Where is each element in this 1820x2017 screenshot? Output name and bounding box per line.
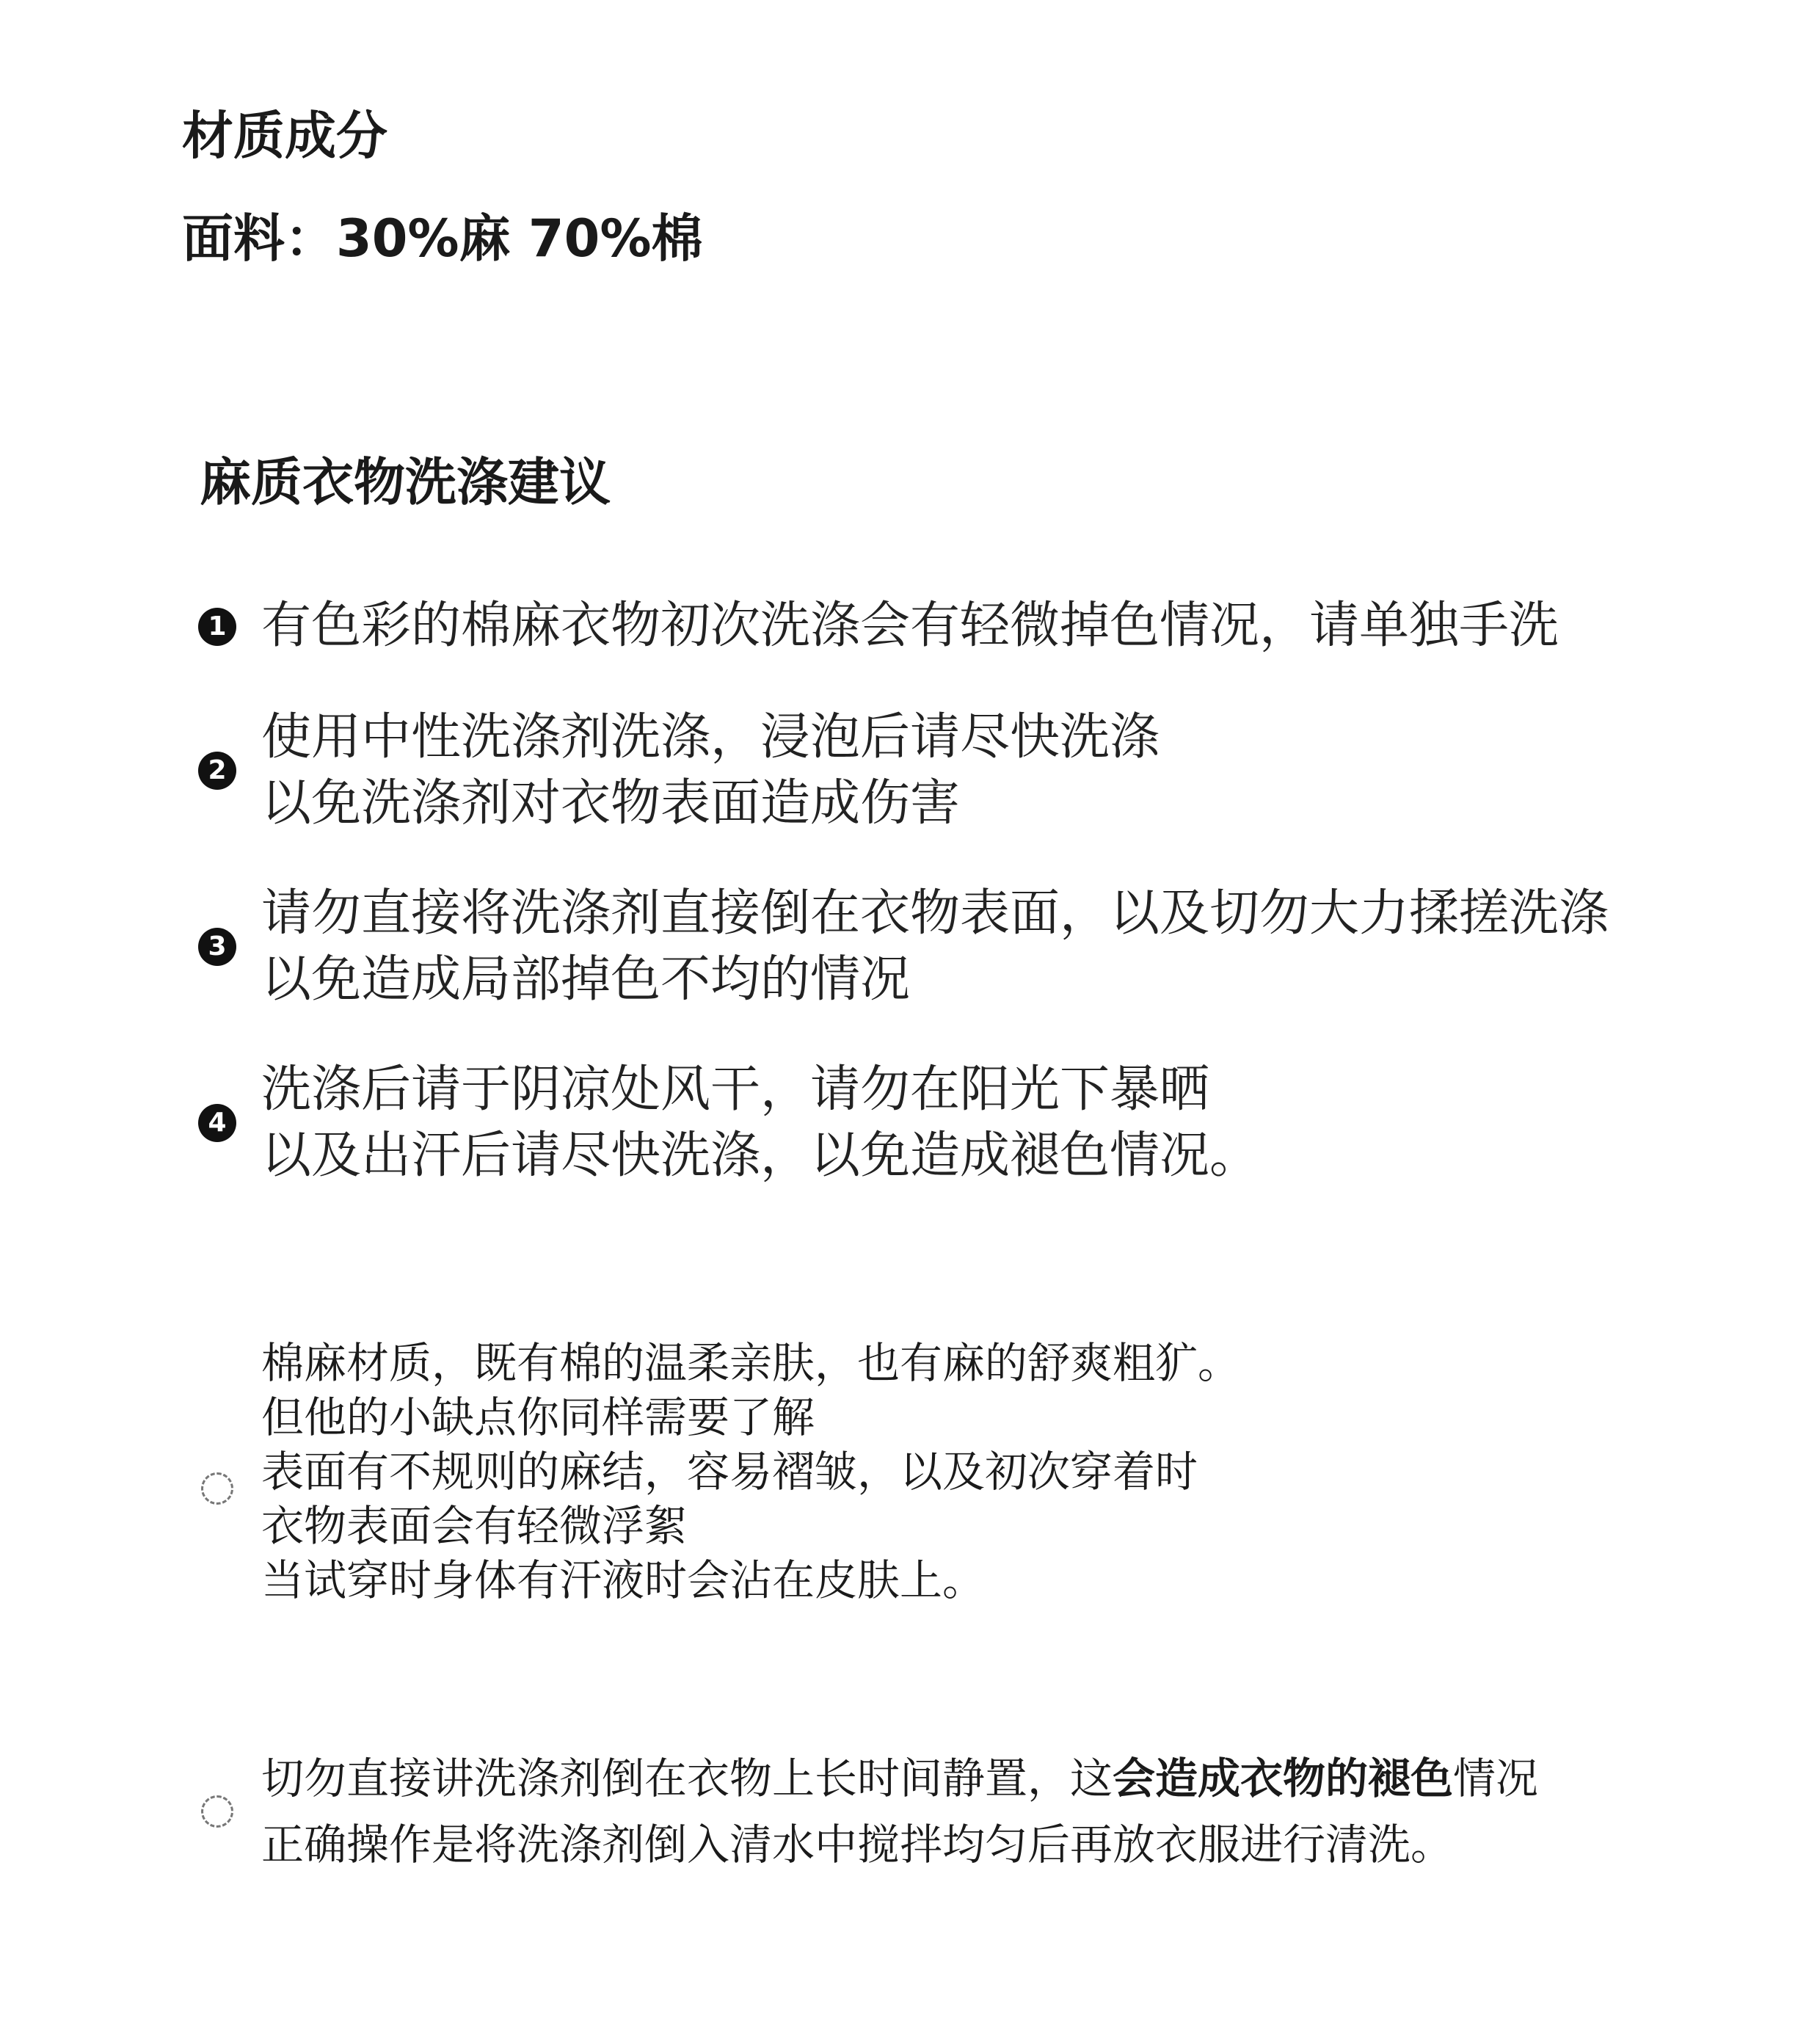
step-2-line-1: 使用中性洗涤剂洗涤，浸泡后请尽快洗涤 bbox=[261, 708, 1160, 766]
note-2-line-1-prefix: 切勿直接讲洗涤剂倒在衣物上长时间静置，这 bbox=[261, 1753, 1113, 1803]
wash-advice-title: 麻质衣物洗涤建议 bbox=[200, 452, 611, 512]
note-1-line-2: 但他的小缺点你同样需要了解 bbox=[261, 1392, 815, 1442]
step-4-number-icon: 4 bbox=[198, 1104, 236, 1142]
note-1-line-1: 棉麻材质，既有棉的温柔亲肤，也有麻的舒爽粗犷。 bbox=[261, 1338, 1241, 1388]
step-3-text bbox=[261, 881, 1609, 1013]
material-title: 材质成分 bbox=[182, 106, 387, 166]
step-1-line-1: 有色彩的棉麻衣物初次洗涤会有轻微掉色情况，请单独手洗 bbox=[261, 597, 1559, 655]
step-3-number-icon: 3 bbox=[198, 928, 236, 966]
dashed-circle-icon bbox=[201, 1472, 233, 1505]
step-4-text bbox=[261, 1057, 1259, 1189]
fabric-composition: 面料：30%麻 70%棉 bbox=[182, 208, 703, 269]
step-1-number-icon: 1 bbox=[198, 608, 236, 646]
dashed-circle-icon bbox=[201, 1795, 233, 1828]
note-2-line-1 bbox=[261, 1745, 1538, 1811]
note-1-line-4: 衣物表面会有轻微浮絮 bbox=[261, 1501, 688, 1551]
step-4-line-1: 洗涤后请于阴凉处风干，请勿在阳光下暴晒 bbox=[261, 1061, 1210, 1119]
note-2-line-2: 正确操作是将洗涤剂倒入清水中搅拌均匀后再放衣服进行清洗。 bbox=[261, 1820, 1454, 1869]
step-2-number-icon: 2 bbox=[198, 752, 236, 790]
step-4-line-2: 以及出汗后请尽快洗涤，以免造成褪色情况。 bbox=[261, 1127, 1260, 1185]
step-2-line-2: 以免洗涤剂对衣物表面造成伤害 bbox=[261, 774, 961, 832]
note-1-line-3: 表面有不规则的麻结，容易褶皱，以及初次穿着时 bbox=[261, 1447, 1198, 1497]
note-1-text bbox=[261, 1336, 1240, 1607]
step-3-line-2: 以免造成局部掉色不均的情况 bbox=[261, 951, 911, 1008]
step-2-text bbox=[261, 705, 1160, 837]
note-2-line-1-bold: 会造成衣物的褪色 bbox=[1113, 1753, 1454, 1803]
step-1-text bbox=[261, 593, 1559, 659]
note-2-text bbox=[261, 1745, 1538, 1878]
note-2-line-1-suffix: 情况 bbox=[1453, 1753, 1539, 1803]
step-3-line-1: 请勿直接将洗涤剂直接倒在衣物表面，以及切勿大力揉搓洗涤 bbox=[261, 884, 1609, 942]
note-1-line-5: 当试穿时身体有汗液时会沾在皮肤上。 bbox=[261, 1555, 986, 1605]
